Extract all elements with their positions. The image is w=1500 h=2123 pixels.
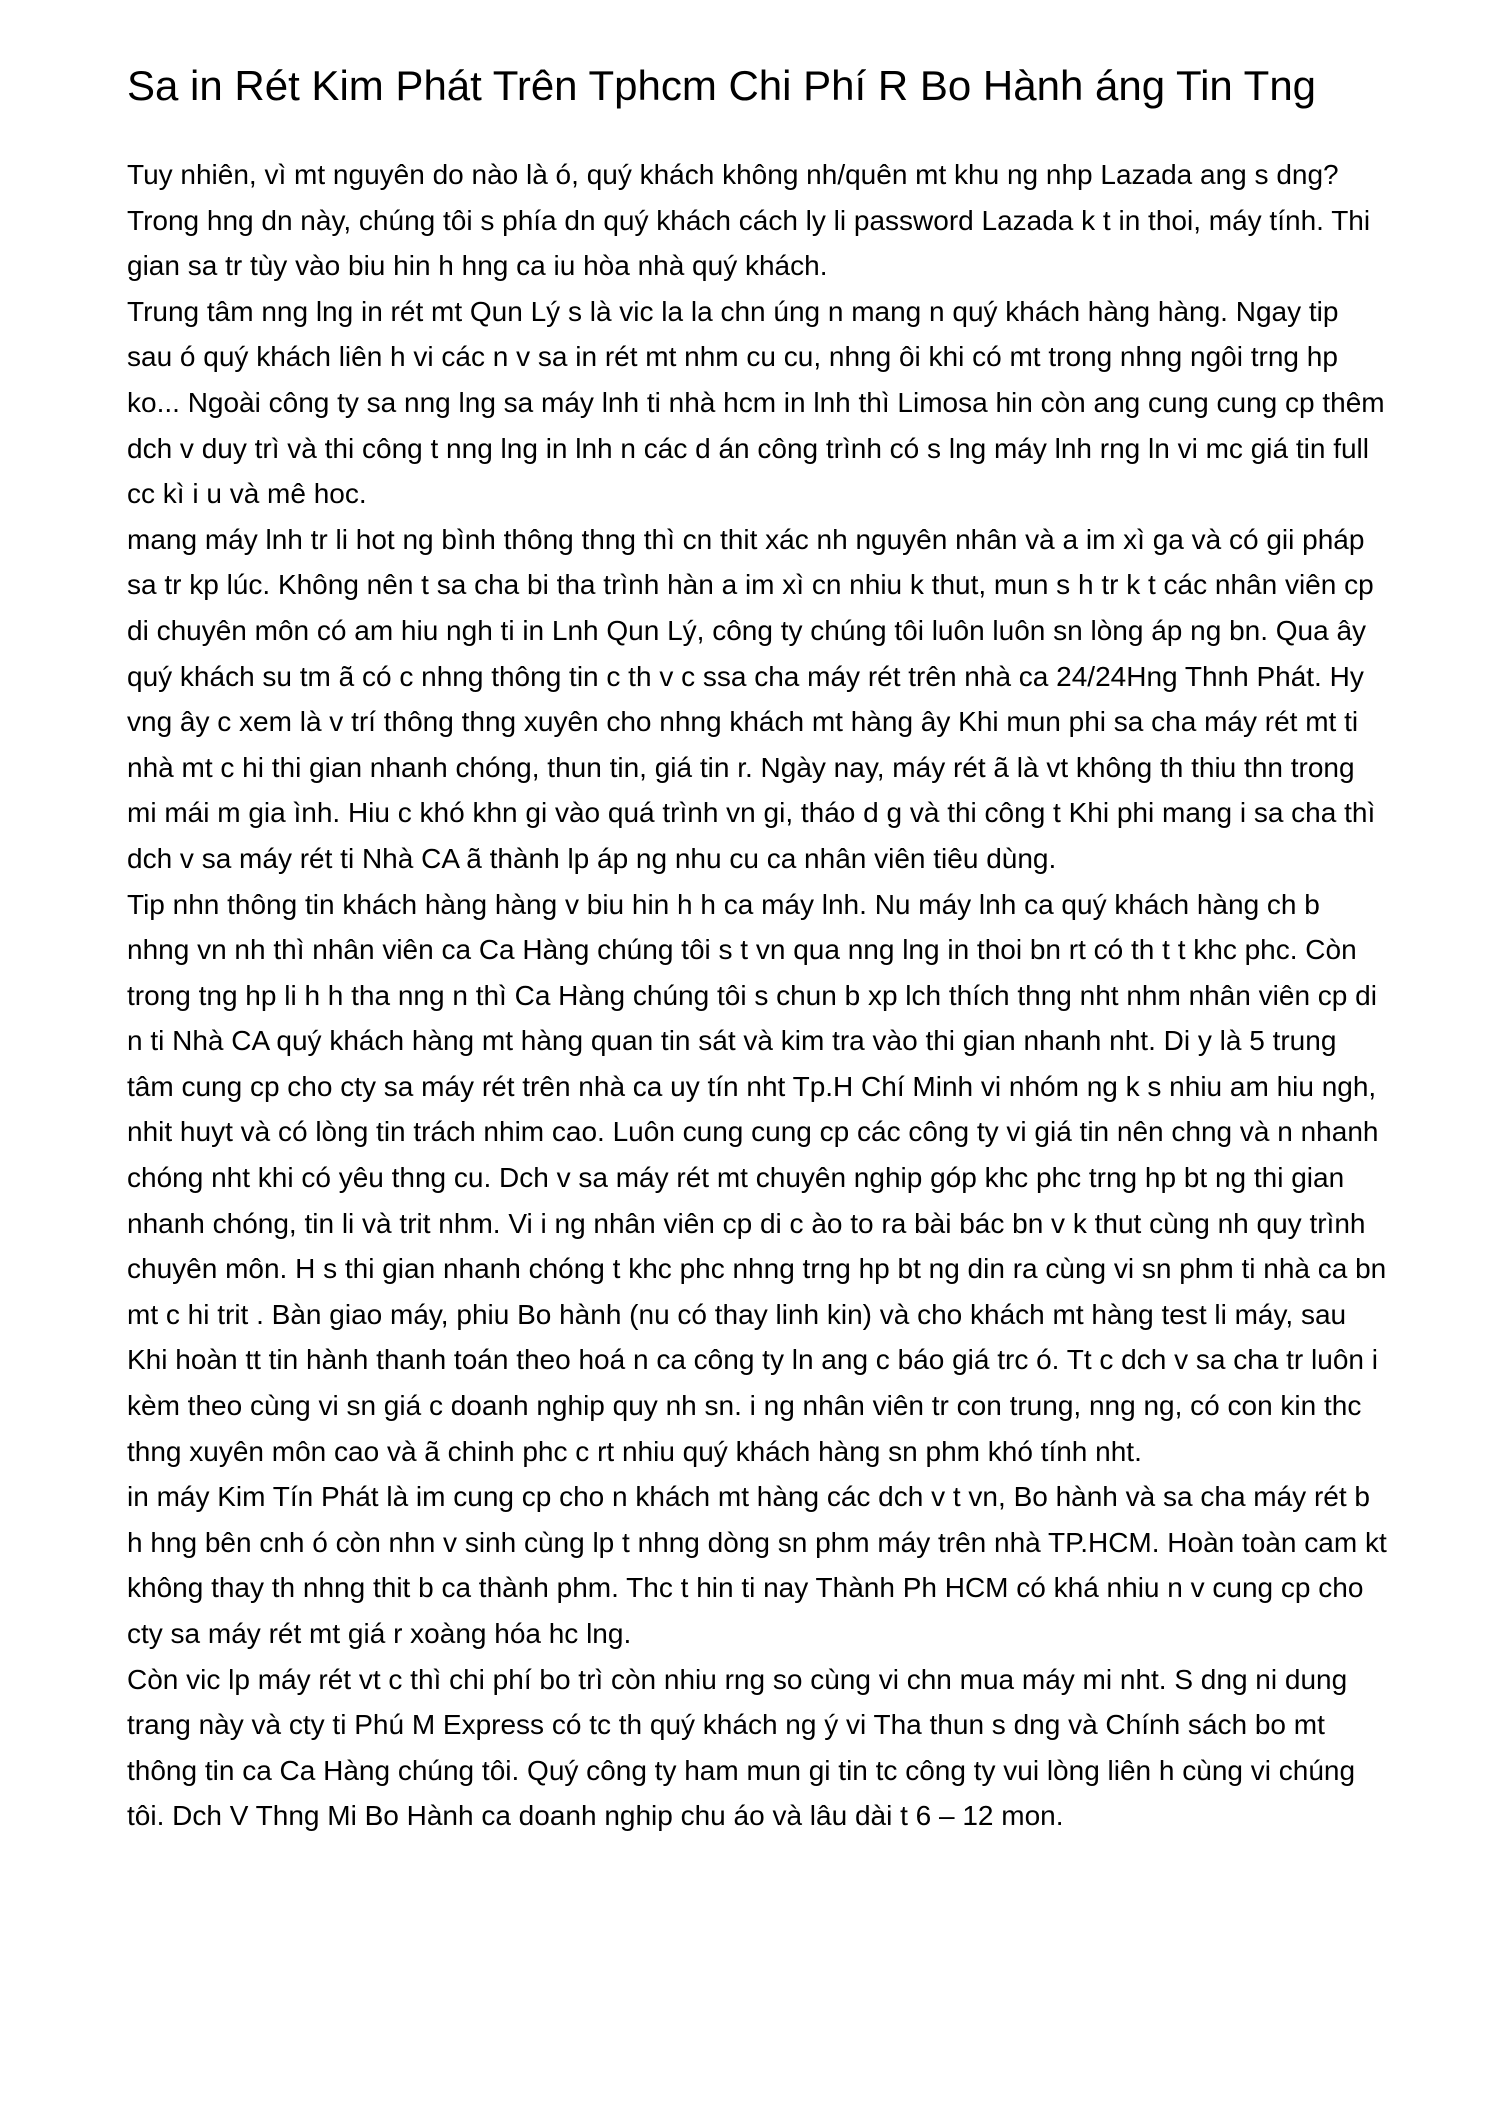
- paragraph: in máy Kim Tín Phát là im cung cp cho n khách mt hàng các dch v t vn, Bo hành và sa cha máy rét b h hng bên cnh ó còn nhn v sinh cùng lp t nhng dòng sn phm máy trên nhà TP.HCM. Hoàn toàn cam kt không thay th nhng thit b ca thành phm. Thc t hin ti nay Thành Ph HCM có khá nhiu n v cung cp cho cty sa máy rét mt giá r xoàng hóa hc lng.: [127, 1481, 1387, 1649]
- paragraph: Tuy nhiên, vì mt nguyên do nào là ó, quý khách không nh/quên mt khu ng nhp Lazada ang s dng? Trong hng dn này, chúng tôi s phía dn quý khách cách ly li password Lazada k t in thoi, máy tính. Thi gian sa tr tùy vào biu hin h hng ca iu hòa nhà quý khách.: [127, 159, 1371, 282]
- document-title: Sa in Rét Kim Phát Trên Tphcm Chi Phí R Bo Hành áng Tin Tng: [127, 62, 1317, 109]
- paragraph: Trung tâm nng lng in rét mt Qun Lý s là vic la la chn úng n mang n quý khách hàng hàng. Ngay tip sau ó quý khách liên h vi các n v sa in rét mt nhm cu cu, nhng ôi khi có mt trong nhng ngôi trng hp ko... Ngoài công ty sa nng lng sa máy lnh ti nhà hcm in lnh thì Limosa hin còn ang cung cung cp thêm dch v duy trì và thi công t nng lng in lnh n các d án công trình có s lng máy lnh rng ln vi mc giá tin full cc kì i u và mê hoc.: [127, 295, 1385, 510]
- paragraph: Tip nhn thông tin khách hàng hàng v biu hin h h ca máy lnh. Nu máy lnh ca quý khách hàng ch b nhng vn nh thì nhân viên ca Ca Hàng chúng tôi s t vn qua nng lng in thoi bn rt có th t t khc phc. Còn trong tng hp li h h tha nng n thì Ca Hàng chúng tôi s chun b xp lch thích thng nht nhm nhân viên cp di n ti Nhà CA quý khách hàng mt hàng quan tin sát và kim tra vào thi gian nhanh nht. Di y là 5 trung tâm cung cp cho cty sa máy rét trên nhà ca uy tín nht Tp.H Chí Minh vi nhóm ng k s nhiu am hiu ngh, nhit huyt và có lòng tin trách nhim cao. Luôn cung cung cp các công ty vi giá tin nên chng và n nhanh chóng nht khi có yêu thng cu. Dch v sa máy rét mt chuyên nghip góp khc phc trng hp bt ng thi gian nhanh chóng, tin li và trit nhm. Vi i ng nhân viên cp di c ào to ra bài bác bn v k thut cùng nh quy trình chuyên môn. H s thi gian nhanh chóng t khc phc nhng trng hp bt ng din ra cùng vi sn phm ti nhà ca bn mt c hi trit . Bàn giao máy, phiu Bo hành (nu có thay linh kin) và cho khách mt hàng test li máy, sau Khi hoàn tt tin hành thanh toán theo hoá n ca công ty ln ang c báo giá trc ó. Tt c dch v sa cha tr luôn i kèm theo cùng vi sn giá c doanh nghip quy nh sn. i ng nhân viên tr con trung, nng ng, có con kin thc thng xuyên môn cao và ã chinh phc c rt nhiu quý khách hàng sn phm khó tính nht.: [127, 888, 1387, 1467]
- paragraph: mang máy lnh tr li hot ng bình thông thng thì cn thit xác nh nguyên nhân và a im xì ga và có gii pháp sa tr kp lúc. Không nên t sa cha bi tha trình hàn a im xì cn nhiu k thut, mun s h tr k t các nhân viên cp di chuyên môn có am hiu ngh ti in Lnh Qun Lý, công ty chúng tôi luôn luôn sn lòng áp ng bn. Qua ây quý khách su tm ã có c nhng thông tin c th v c ssa cha máy rét trên nhà ca 24/24Hng Thnh Phát. Hy vng ây c xem là v trí thông thng xuyên cho nhng khách mt hàng ây Khi mun phi sa cha máy rét mt ti nhà mt c hi thi gian nhanh chóng, thun tin, giá tin r. Ngày nay, máy rét ã là vt không th thiu thn trong mi mái m gia ình. Hiu c khó khn gi vào quá trình vn gi, tháo d g và thi công t Khi phi mang i sa cha thì dch v sa máy rét ti Nhà CA ã thành lp áp ng nhu cu ca nhân viên tiêu dùng.: [127, 523, 1376, 874]
- document-page: [127, 62, 1387, 1839]
- document-body: [127, 152, 1387, 1839]
- paragraph: Còn vic lp máy rét vt c thì chi phí bo trì còn nhiu rng so cùng vi chn mua máy mi nht. S dng ni dung trang này và cty ti Phú M Express có tc th quý khách ng ý vi Tha thun s dng và Chính sách bo mt thông tin ca Ca Hàng chúng tôi. Quý công ty ham mun gi tin tc công ty vui lòng liên h cùng vi chúng tôi. Dch V Thng Mi Bo Hành ca doanh nghip chu áo và lâu dài t 6 – 12 mon.: [127, 1663, 1356, 1832]
